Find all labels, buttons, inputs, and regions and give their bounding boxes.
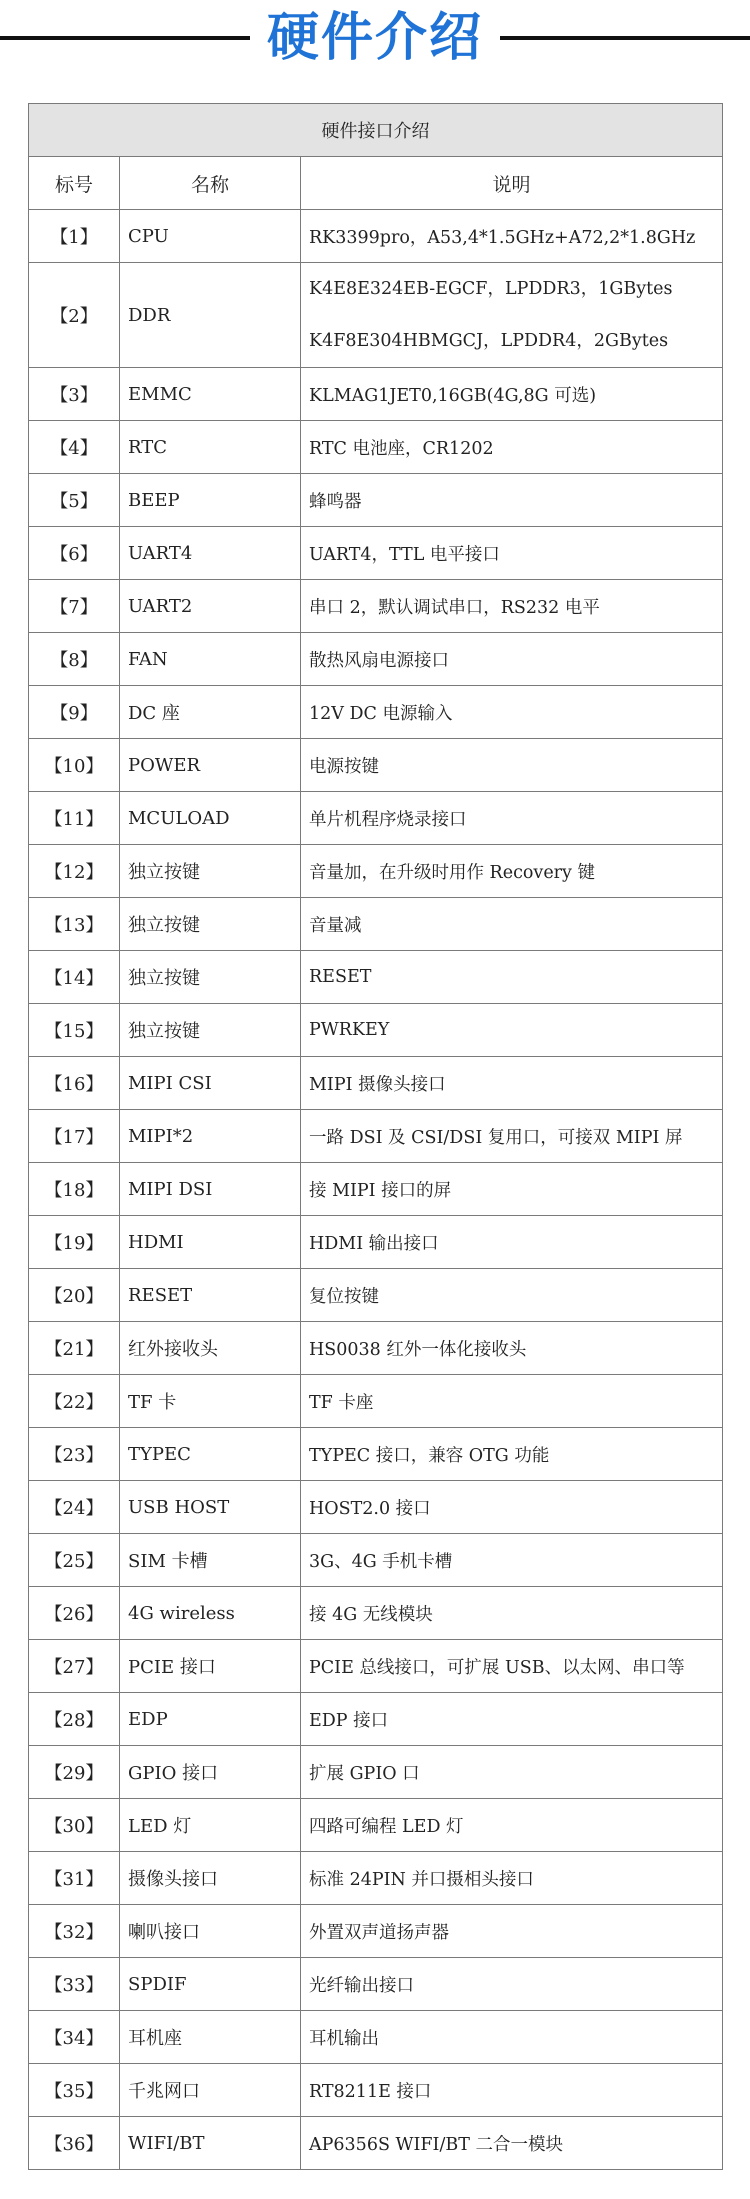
table-row xyxy=(29,845,723,898)
description-line: 外置双声道扬声器 xyxy=(309,1922,449,1943)
row-index: 【5】 xyxy=(29,474,120,527)
description-line: RESET xyxy=(309,967,372,987)
table-row xyxy=(29,1799,723,1852)
description-line: 12V DC 电源输入 xyxy=(309,703,453,724)
table-row xyxy=(29,739,723,792)
table-caption-row xyxy=(29,104,723,157)
row-description xyxy=(301,2064,723,2117)
row-index: 【7】 xyxy=(29,580,120,633)
row-description xyxy=(301,951,723,1004)
row-name: 耳机座 xyxy=(120,2011,301,2064)
table-row xyxy=(29,1057,723,1110)
row-description xyxy=(301,2117,723,2170)
table-row xyxy=(29,1216,723,1269)
row-description xyxy=(301,1905,723,1958)
row-name: DC 座 xyxy=(120,686,301,739)
row-index: 【23】 xyxy=(29,1428,120,1481)
row-index: 【2】 xyxy=(29,263,120,368)
row-description xyxy=(301,1057,723,1110)
column-header-name: 名称 xyxy=(120,157,301,210)
row-description xyxy=(301,1322,723,1375)
description-line: HOST2.0 接口 xyxy=(309,1498,431,1519)
table-row xyxy=(29,1269,723,1322)
description-line: TF 卡座 xyxy=(309,1392,374,1413)
row-index: 【33】 xyxy=(29,1958,120,2011)
row-name: RTC xyxy=(120,421,301,474)
row-name: UART4 xyxy=(120,527,301,580)
table-row xyxy=(29,210,723,263)
row-index: 【19】 xyxy=(29,1216,120,1269)
row-index: 【12】 xyxy=(29,845,120,898)
row-index: 【17】 xyxy=(29,1110,120,1163)
row-description xyxy=(301,1004,723,1057)
row-index: 【1】 xyxy=(29,210,120,263)
row-index: 【20】 xyxy=(29,1269,120,1322)
row-description xyxy=(301,1799,723,1852)
row-description xyxy=(301,845,723,898)
description-line: 串口 2，默认调试串口，RS232 电平 xyxy=(309,597,600,618)
column-header-index: 标号 xyxy=(29,157,120,210)
page-title: 硬件介绍 xyxy=(266,8,483,68)
row-name: MIPI*2 xyxy=(120,1110,301,1163)
table-row xyxy=(29,898,723,951)
row-name: LED 灯 xyxy=(120,1799,301,1852)
table-row xyxy=(29,1322,723,1375)
description-line: K4F8E304HBMGCJ，LPDDR4，2GBytes xyxy=(309,331,669,351)
row-description xyxy=(301,580,723,633)
row-name: TYPEC xyxy=(120,1428,301,1481)
table-row xyxy=(29,474,723,527)
description-line: 散热风扇电源接口 xyxy=(309,650,449,671)
row-index: 【22】 xyxy=(29,1375,120,1428)
row-description xyxy=(301,1534,723,1587)
row-index: 【16】 xyxy=(29,1057,120,1110)
table-row xyxy=(29,1905,723,1958)
row-description xyxy=(301,1481,723,1534)
row-name: SIM 卡槽 xyxy=(120,1534,301,1587)
row-index: 【36】 xyxy=(29,2117,120,2170)
description-line: 光纤输出接口 xyxy=(309,1975,414,1996)
row-name: MIPI DSI xyxy=(120,1163,301,1216)
table-row xyxy=(29,1852,723,1905)
row-index: 【26】 xyxy=(29,1587,120,1640)
row-description xyxy=(301,633,723,686)
description-line: 接 MIPI 接口的屏 xyxy=(309,1180,452,1201)
row-name: USB HOST xyxy=(120,1481,301,1534)
row-index: 【10】 xyxy=(29,739,120,792)
row-name: 千兆网口 xyxy=(120,2064,301,2117)
row-description xyxy=(301,368,723,421)
row-name: DDR xyxy=(120,263,301,368)
description-line: 音量加，在升级时用作 Recovery 键 xyxy=(309,862,595,883)
description-line: RK3399pro，A53,4*1.5GHz+A72,2*1.8GHz xyxy=(309,227,696,248)
row-description xyxy=(301,527,723,580)
row-description xyxy=(301,1163,723,1216)
table-row xyxy=(29,421,723,474)
row-name: FAN xyxy=(120,633,301,686)
row-description xyxy=(301,1428,723,1481)
table-row xyxy=(29,686,723,739)
table-row xyxy=(29,2064,723,2117)
row-index: 【28】 xyxy=(29,1693,120,1746)
page-header xyxy=(0,0,750,80)
title-divider-left xyxy=(0,36,250,40)
row-name: 摄像头接口 xyxy=(120,1852,301,1905)
table-row xyxy=(29,527,723,580)
row-index: 【18】 xyxy=(29,1163,120,1216)
row-index: 【6】 xyxy=(29,527,120,580)
row-description xyxy=(301,1110,723,1163)
description-line: UART4，TTL 电平接口 xyxy=(309,544,500,565)
table-row xyxy=(29,951,723,1004)
description-line: KLMAG1JET0,16GB(4G,8G 可选) xyxy=(309,385,597,406)
description-line: 3G、4G 手机卡槽 xyxy=(309,1551,453,1572)
description-line: 接 4G 无线模块 xyxy=(309,1604,433,1625)
description-line: 复位按键 xyxy=(309,1286,379,1307)
row-description xyxy=(301,474,723,527)
hardware-interface-table xyxy=(28,103,723,2170)
row-description xyxy=(301,210,723,263)
row-description xyxy=(301,1587,723,1640)
table-row xyxy=(29,1534,723,1587)
row-name: MIPI CSI xyxy=(120,1057,301,1110)
row-name: TF 卡 xyxy=(120,1375,301,1428)
description-line: HS0038 红外一体化接收头 xyxy=(309,1339,527,1360)
row-description xyxy=(301,263,723,368)
row-index: 【27】 xyxy=(29,1640,120,1693)
row-description xyxy=(301,1216,723,1269)
title-divider-right xyxy=(500,36,750,40)
description-line: TYPEC 接口，兼容 OTG 功能 xyxy=(309,1445,550,1466)
row-name: 独立按键 xyxy=(120,898,301,951)
description-line: 一路 DSI 及 CSI/DSI 复用口，可接双 MIPI 屏 xyxy=(309,1127,683,1148)
row-description xyxy=(301,739,723,792)
row-index: 【34】 xyxy=(29,2011,120,2064)
description-line: RT8211E 接口 xyxy=(309,2081,432,2102)
table-row xyxy=(29,263,723,368)
row-name: POWER xyxy=(120,739,301,792)
row-index: 【32】 xyxy=(29,1905,120,1958)
row-description xyxy=(301,898,723,951)
description-line: 电源按键 xyxy=(309,756,379,777)
table-row xyxy=(29,1481,723,1534)
row-description xyxy=(301,792,723,845)
row-description xyxy=(301,2011,723,2064)
table-row xyxy=(29,1428,723,1481)
row-index: 【8】 xyxy=(29,633,120,686)
row-index: 【29】 xyxy=(29,1746,120,1799)
table-row xyxy=(29,2117,723,2170)
table-body xyxy=(29,210,723,2170)
row-name: 红外接收头 xyxy=(120,1322,301,1375)
table-row xyxy=(29,1693,723,1746)
row-name: EDP xyxy=(120,1693,301,1746)
row-index: 【14】 xyxy=(29,951,120,1004)
description-line: AP6356S WIFI/BT 二合一模块 xyxy=(309,2134,563,2155)
row-name: MCULOAD xyxy=(120,792,301,845)
description-line: 扩展 GPIO 口 xyxy=(309,1763,420,1784)
description-line: RTC 电池座，CR1202 xyxy=(309,438,494,459)
table-row xyxy=(29,1375,723,1428)
row-name: EMMC xyxy=(120,368,301,421)
row-index: 【15】 xyxy=(29,1004,120,1057)
row-description xyxy=(301,1269,723,1322)
row-name: 独立按键 xyxy=(120,1004,301,1057)
row-index: 【11】 xyxy=(29,792,120,845)
row-name: GPIO 接口 xyxy=(120,1746,301,1799)
row-name: RESET xyxy=(120,1269,301,1322)
row-name: 独立按键 xyxy=(120,951,301,1004)
description-line: EDP 接口 xyxy=(309,1710,389,1731)
row-name: UART2 xyxy=(120,580,301,633)
description-line: 四路可编程 LED 灯 xyxy=(309,1816,464,1837)
row-name: PCIE 接口 xyxy=(120,1640,301,1693)
row-index: 【13】 xyxy=(29,898,120,951)
row-index: 【35】 xyxy=(29,2064,120,2117)
row-description xyxy=(301,1958,723,2011)
table-row xyxy=(29,1958,723,2011)
row-name: 4G wireless xyxy=(120,1587,301,1640)
row-description xyxy=(301,421,723,474)
table-row xyxy=(29,1746,723,1799)
row-name: 喇叭接口 xyxy=(120,1905,301,1958)
description-line: PWRKEY xyxy=(309,1020,390,1040)
row-description xyxy=(301,1746,723,1799)
row-description xyxy=(301,1640,723,1693)
row-description xyxy=(301,1693,723,1746)
table-row xyxy=(29,1640,723,1693)
column-header-description: 说明 xyxy=(301,157,723,210)
row-index: 【9】 xyxy=(29,686,120,739)
row-description xyxy=(301,1375,723,1428)
table-row xyxy=(29,580,723,633)
description-line: HDMI 输出接口 xyxy=(309,1233,439,1254)
row-index: 【25】 xyxy=(29,1534,120,1587)
row-index: 【24】 xyxy=(29,1481,120,1534)
row-name: SPDIF xyxy=(120,1958,301,2011)
row-name: WIFI/BT xyxy=(120,2117,301,2170)
row-index: 【4】 xyxy=(29,421,120,474)
table-row xyxy=(29,1110,723,1163)
table-row xyxy=(29,1004,723,1057)
table-row xyxy=(29,1587,723,1640)
row-name: CPU xyxy=(120,210,301,263)
row-name: 独立按键 xyxy=(120,845,301,898)
description-line: PCIE 总线接口，可扩展 USB、以太网、串口等 xyxy=(309,1657,685,1678)
description-line: K4E8E324EB-EGCF，LPDDR3，1GBytes xyxy=(309,279,673,299)
table-caption: 硬件接口介绍 xyxy=(29,104,723,157)
row-index: 【31】 xyxy=(29,1852,120,1905)
row-description xyxy=(301,1852,723,1905)
row-description xyxy=(301,686,723,739)
description-line: 音量减 xyxy=(309,915,362,936)
row-index: 【21】 xyxy=(29,1322,120,1375)
row-index: 【30】 xyxy=(29,1799,120,1852)
table-row xyxy=(29,792,723,845)
description-line: MIPI 摄像头接口 xyxy=(309,1074,446,1095)
row-name: BEEP xyxy=(120,474,301,527)
table-row xyxy=(29,633,723,686)
description-line: 单片机程序烧录接口 xyxy=(309,809,467,830)
description-line: 蜂鸣器 xyxy=(309,491,362,512)
row-name: HDMI xyxy=(120,1216,301,1269)
description-line: 耳机输出 xyxy=(309,2028,379,2049)
description-line: 标准 24PIN 并口摄相头接口 xyxy=(309,1869,534,1890)
row-index: 【3】 xyxy=(29,368,120,421)
table-header-row xyxy=(29,157,723,210)
table-row xyxy=(29,1163,723,1216)
table-row xyxy=(29,2011,723,2064)
table-row xyxy=(29,368,723,421)
